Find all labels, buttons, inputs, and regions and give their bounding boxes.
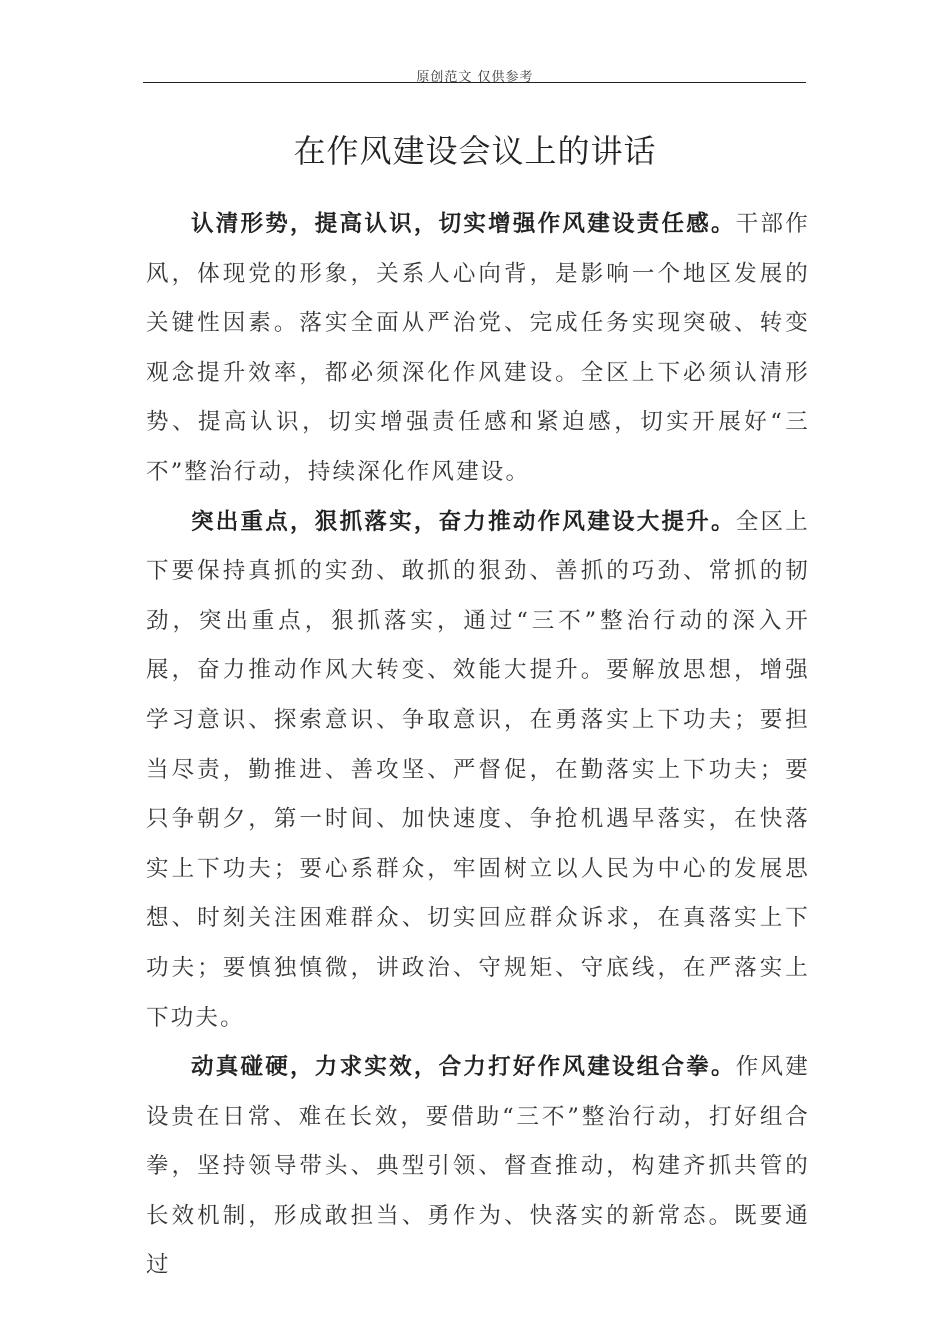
- paragraph-text: 全区上下要保持真抓的实劲、敢抓的狠劲、善抓的巧劲、常抓的韧劲，突出重点，狠抓落实，通过“三不”整治行动的深入开展，奋力推动作风大转变、效能大提升。要解放思想，增强学习意识、探索意识、争取意识，在勇落实上下功夫；要担当尽责，勤推进、善攻坚、严督促，在勤落实上下功夫；要只争朝夕，第一时间、加快速度、争抢机遇早落实，在快落实上下功夫；要心系群众，牢固树立以人民为中心的发展思想、时刻关注困难群众、切实回应群众诉求，在真落实上下功夫；要慎独慎微，讲政治、守规矩、守底线，在严落实上下功夫。: [146, 508, 810, 1031]
- paragraph: [146, 1043, 810, 1291]
- paragraph-lead: 动真碰硬，力求实效，合力打好作风建设组合拳。: [191, 1054, 736, 1081]
- paragraph-lead: 突出重点，狠抓落实，奋力推动作风建设大提升。: [191, 508, 736, 535]
- document-title: 在作风建设会议上的讲话: [293, 132, 657, 170]
- paragraph: [146, 200, 810, 498]
- document-body: [146, 200, 810, 1291]
- paragraph-text: 作风建设贵在日常、难在长效，要借助“三不”整治行动，打好组合拳，坚持领导带头、典型引领、督查推动，构建齐抓共管的长效机制，形成敢担当、勇作为、快落实的新常态。既要通过: [146, 1054, 810, 1279]
- header-divider: [143, 82, 806, 83]
- header-text: 原创范文 仅供参考: [416, 70, 534, 85]
- paragraph-lead: 认清形势，提高认识，切实增强作风建设责任感。: [191, 211, 736, 237]
- paragraph-text: 干部作风，体现党的形象，关系人心向背，是影响一个地区发展的关键性因素。落实全面从严治党、完成任务实现突破、转变观念提升效率，都必须深化作风建设。全区上下必须认清形势、提高认识，切实增强责任感和紧迫感，切实开展好“三不”整治行动，持续深化作风建设。: [146, 211, 810, 485]
- paragraph: [146, 498, 810, 1044]
